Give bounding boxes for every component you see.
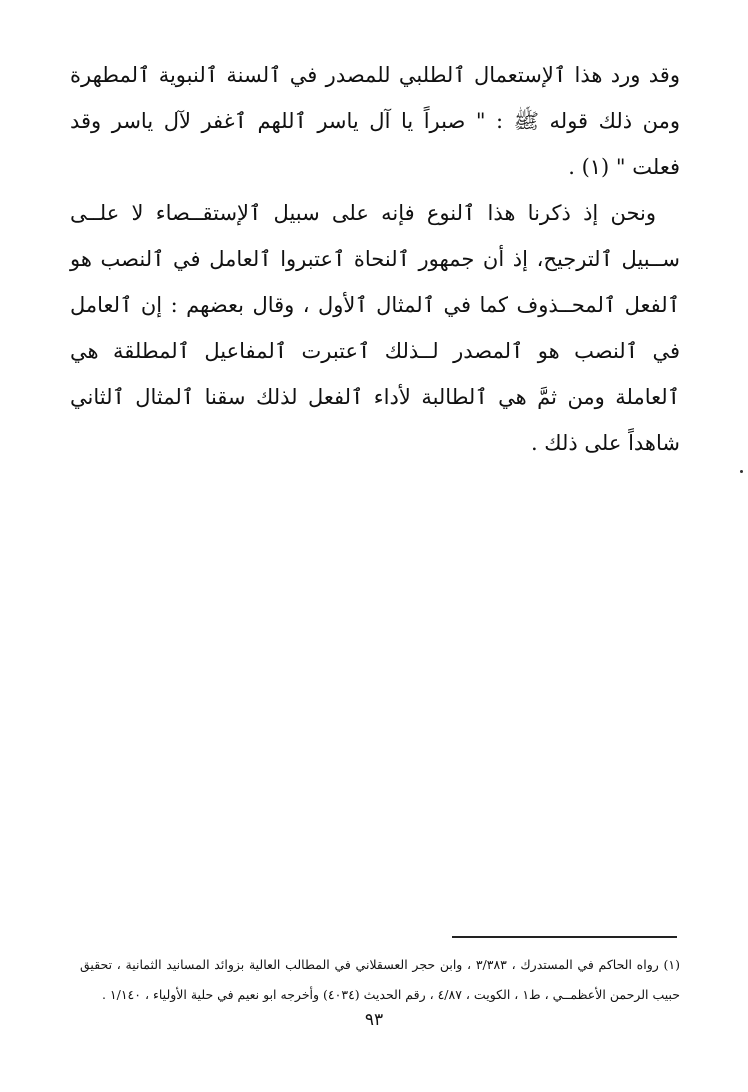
page-number: ٩٣ <box>364 1010 384 1030</box>
footnote-separator <box>452 936 677 938</box>
paragraph-hadith-usage: وقد ورد هذا ٱلإستعمال ٱلطلبي للمصدر في ٱلسنة ٱلنبوية ٱلمطهرة ومن ذلك قوله ﷺ : " صبراً يا آل ياسر ٱللهم ٱغفر لآل ياسر وقد فعلت " (١) . <box>70 63 680 179</box>
paragraph-grammar-discussion: ونحن إذ ذكرنا هذا ٱلنوع فإنه على سبيل ٱلإستقــصاء لا علــى ســبيل ٱلترجيح، إذ أن جمهور ٱلنحاة ٱعتبروا ٱلعامل في ٱلنصب هو ٱلفعل ٱلمحــذوف كما في ٱلمثال ٱلأول ، وقال بعضهم : إن ٱلعامل في ٱلنصب هو ٱلمصدر لــذلك ٱعتبرت ٱلمفاعيل ٱلمطلقة هي ٱلعاملة ومن ثمَّ هي ٱلطالبة لأداء ٱلفعل لذلك سقنا ٱلمثال ٱلثاني شاهداً على ذلك . <box>70 201 680 455</box>
scan-speck <box>740 470 743 473</box>
footnote-text: (١) رواه الحاكم في المستدرك ، ٣/٣٨٣ ، وابن حجر العسقلاني في المطالب العالية بزوائد المسانيد الثمانية ، تحقيق حبيب الرحمن الأعظمــي ، ط١ ، الكويت ، ٤/٨٧ ، رقم الحديث (٤٠٣٤) وأخرجه ابو نعيم في حلية الأولياء ، ١/١٤٠ . <box>80 957 680 1002</box>
main-text <box>70 52 680 466</box>
